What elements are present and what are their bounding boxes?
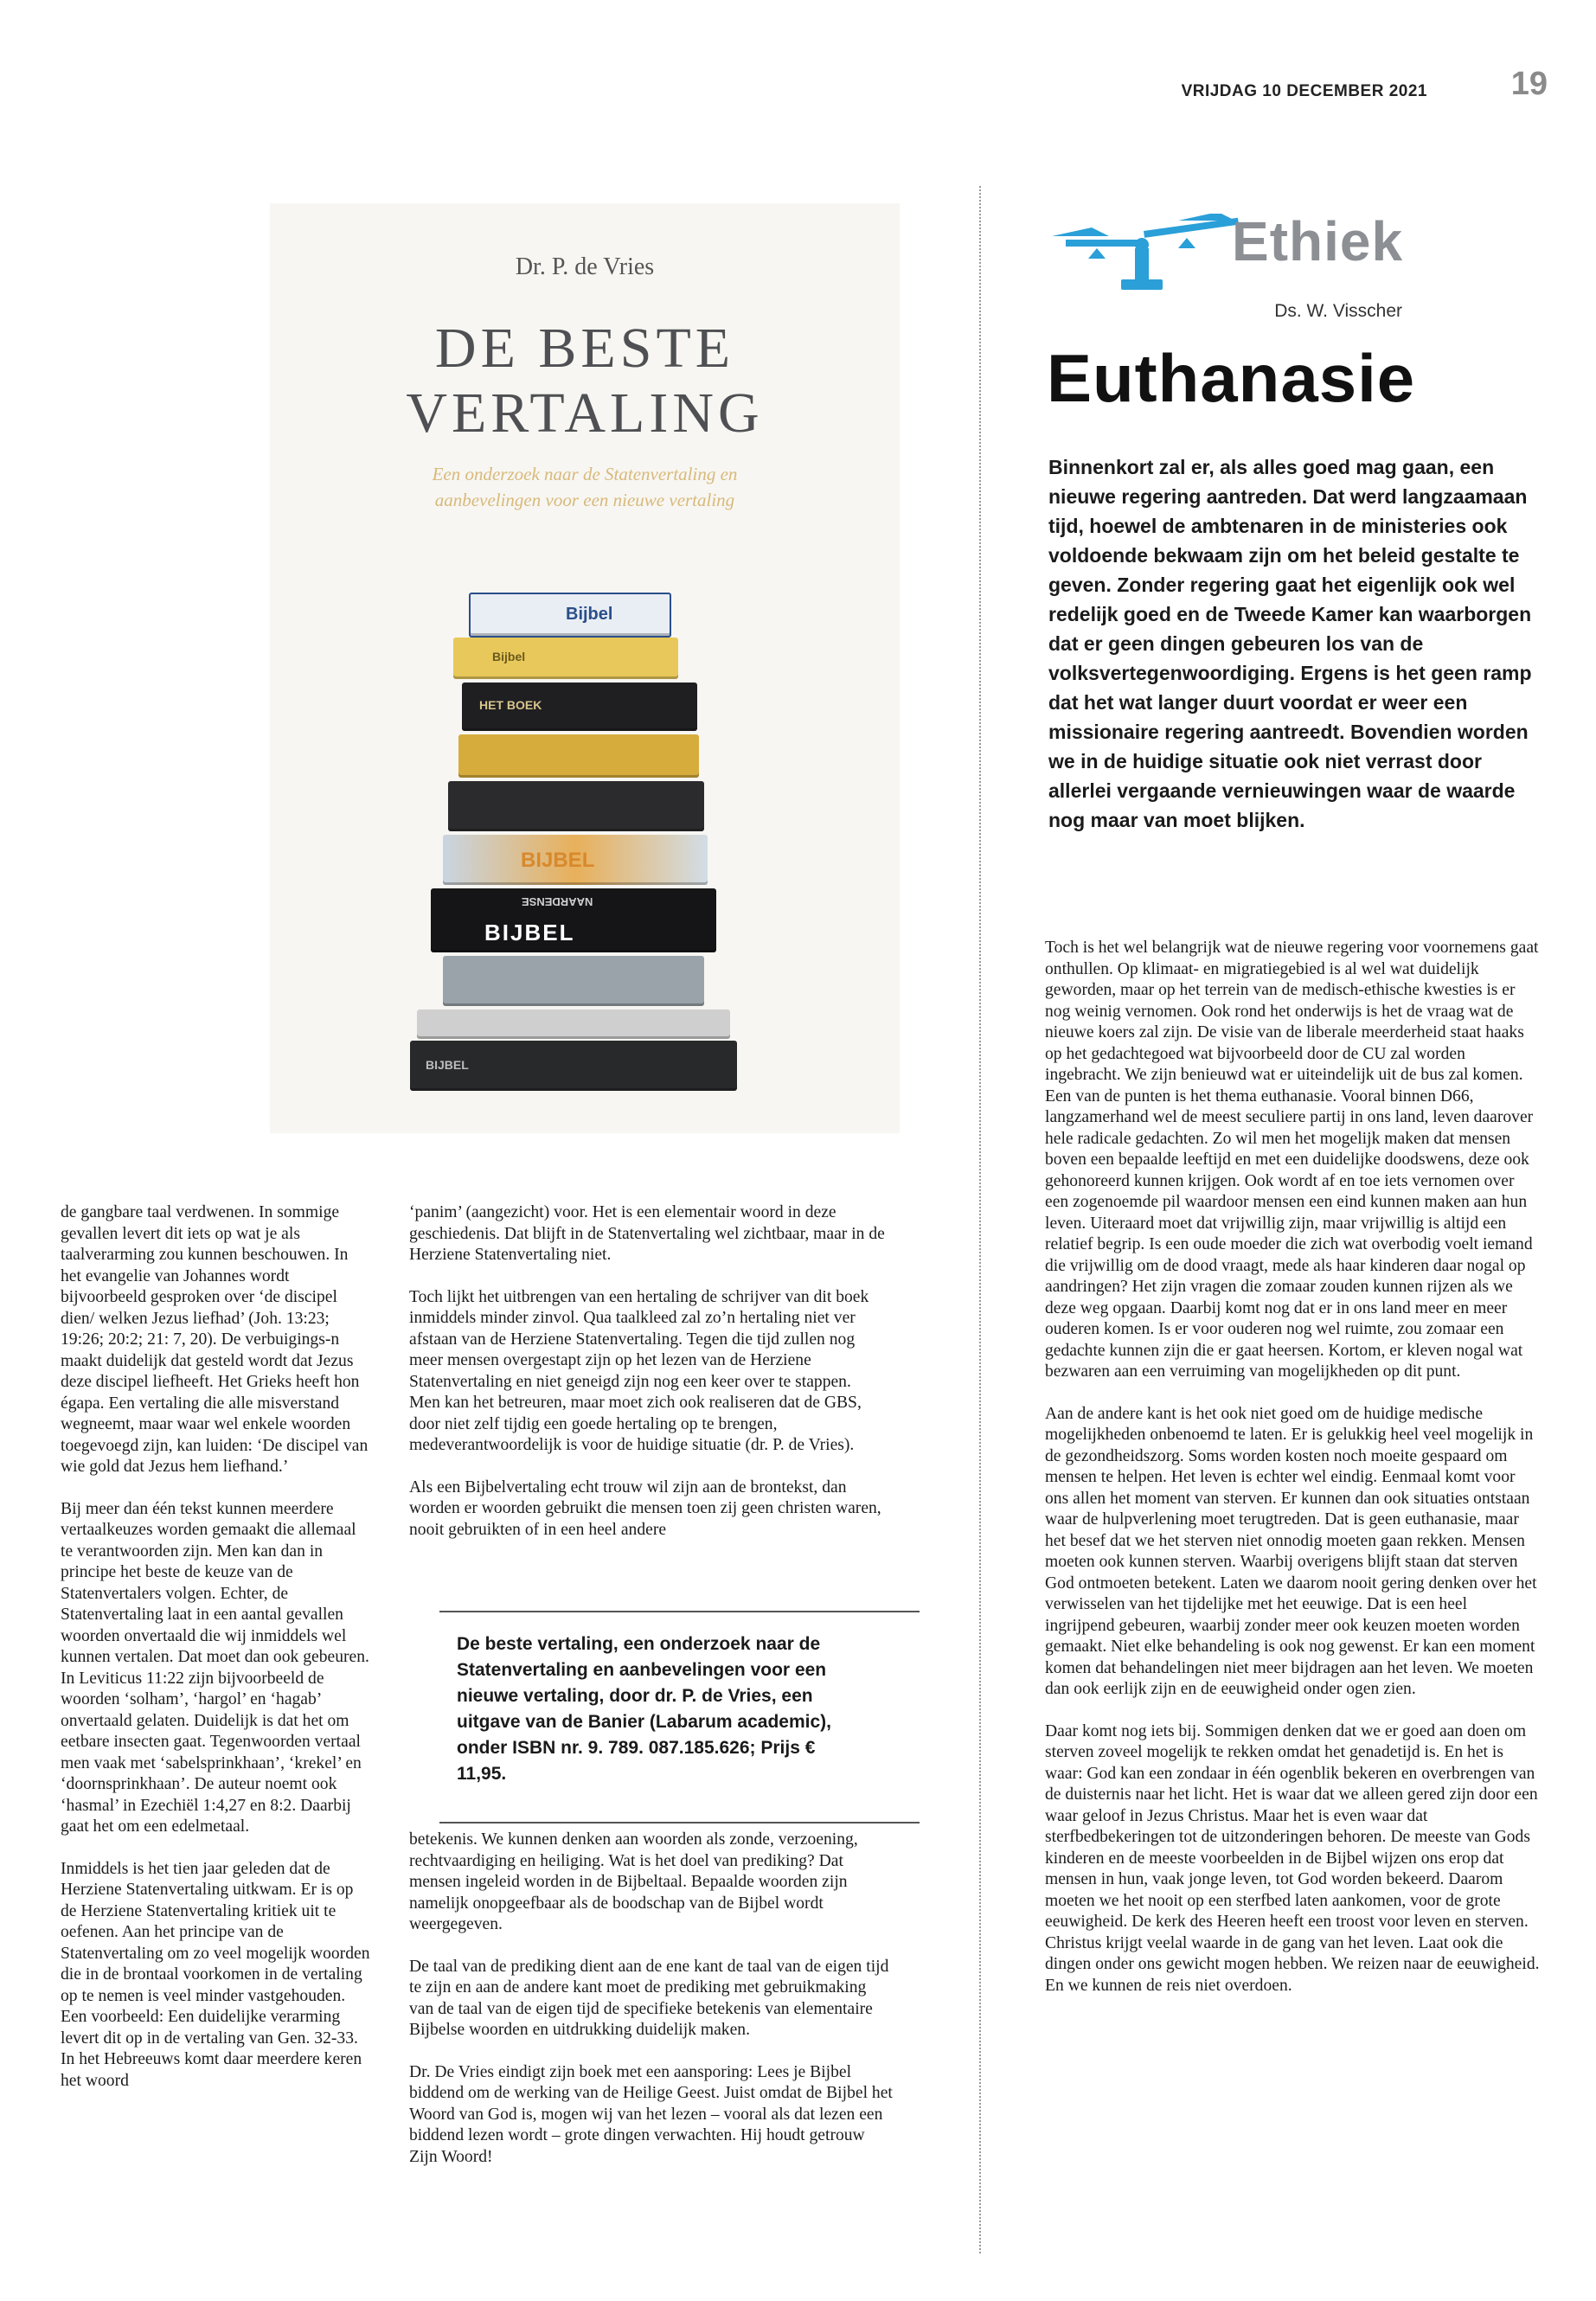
book-colorful: BIJBEL [443, 835, 708, 885]
book-large-black: BIJBEL [410, 1041, 737, 1091]
cover-subtitle-line2: aanbevelingen voor een nieuwe vertaling [434, 490, 735, 510]
column-divider [979, 186, 981, 2253]
review-paragraph: Toch lijkt het uitbrengen van een hertaling de schrijver van dit boek inmiddels minder zinvol. Qua taalkleed zal zo’n hertaling niet ver afstaan van de Herziene Statenvertaling. Tegen die tijd zullen nog meer mensen overgestapt zijn op het lezen van de Herziene Statenvertaling en niet geneigd zijn nog een keer over te stappen. Men kan het betreuren, maar moet zich ook realiseren dat de GBS, door niet zelf tijdig een goede hertaling op te brengen, medeverantwoordelijk is voor de huidige situatie (dr. P. de Vries). [409, 1287, 869, 1454]
article-paragraph: Toch is het wel belangrijk wat de nieuwe regering voor voornemens gaat onthullen. Op klimaat- en migratiegebied is al wel wat duidelijk geworden, maar op het terrein van de medisch-ethische kwesties is er nog weinig vernomen. Ook rond het onderwijs is het de vraag wat de nieuwe koers zal zijn. De visie van de liberale meerderheid staat haaks op het gedachtegoed wat bijvoorbeeld door de CU zal worden ingebracht. We zijn benieuwd wat er uiteindelijk uit de bus zal komen. Een van de punten is het thema euthanasie. Vooral binnen D66, langzamerhand wel de meest seculiere partij in ons land, leven daarover hele radicale gedachten. Zo wil men het mogelijk maken dat mensen boven een bepaalde leeftijd en met een duidelijke doodswens, deze ook gehonoreerd kunnen krijgen. Ook wordt af en toe iets vernomen over een zogenoemde pil waardoor mensen een eind kunnen maken aan hun leven. Uiteraard moet dat vrijwillig zijn, maar vrijwillig is altijd een relatief begrip. Is een oude moeder die zich wat overbodig voelt iemand die vrijwillig om de dood vraagt, mede als haar kinderen daar nogal op aandringen? Het zijn vragen die zomaar zouden kunnen rijzen als we deze weg opgaan. Daarbij komt nog dat er in ons land meer en meer ouderen komen. Is er voor ouderen nog wel ruimte, zou zomaar een gedachte kunnen zijn die er gaat heersen. Kortom, er kleven nogal wat bezwaren aan een verruiming van mogelijkheden op dit punt. [1045, 939, 1539, 1381]
article-paragraph: Daar komt nog iets bij. Sommigen denken dat we er goed aan doen om sterven zoveel mogelijk te rekken omdat het genadetijd is. En het is waar: God kan een zondaar in één ogenblik bekeren en overbrengen van de duisternis naar het licht. Het is waar dat we alleen gered zijn door een waar geloof in Jezus Christus. Maar het is even waar dat sterfbedbekeringen tot de uitzonderingen behoren. De meeste van Gods kinderen en de meeste voorbeelden in de Bijbel wijzen ons erop dat mensen in hun, vaak jonge leven, tot God worden bekeerd. Daarom moeten we het nooit op een sterfbed laten aankomen, voor de grote eeuwigheid. De kerk des Heeren heeft een troost voor leven en sterven. Christus krijgt veelal waarde in de gang van het leven. Laat ook die dingen onder ons gewicht mogen hebben. We reizen naar de eeuwigheid. En we kunnen de reis niet overdoen. [1045, 1721, 1540, 1995]
article-lead: Binnenkort zal er, als alles goed mag gaan, een nieuwe regering aantreden. Dat werd langzaamaan tijd, hoewel de ambtenaren in de ministeries ook voldoende bekwaam zijn om het beleid gestalte te geven. Zonder regering gaat het eigenlijk ook wel redelijk goed en de Tweede Kamer kan waarborgen dat er geen dingen gebeuren los van de volksvertegenwoordiging. Ergens is het geen ramp dat het wat langer duurt voordat er weer een missionaire regering aantreedt. Bovendien worden we in de huidige situatie ook niet verrast door allerlei vergaande vernieuwingen waar de waarde nog maar van moet blijken. [1048, 456, 1532, 831]
cover-title-line2: VERTALING [406, 381, 764, 445]
section-title: Ethiek [1232, 210, 1404, 272]
page-number: 19 [1510, 66, 1548, 102]
book-gold [458, 734, 699, 778]
cover-author: Dr. P. de Vries [515, 253, 655, 280]
review-paragraph: Dr. De Vries eindigt zijn boek met een aansporing: Lees je Bijbel biddend om de werking van de Heilige Geest. Juist omdat de Bijbel het Woord van God is, mogen wij van het lezen – vooral als dat lezen een biddend lezen wordt – grote dingen verwachten. Hij houdt getrouw Zijn Woord! [409, 2062, 893, 2166]
book-cover-image [270, 203, 900, 1133]
article-author: Ds. W. Visscher [1274, 301, 1402, 321]
review-column-middle-bottom [409, 1830, 894, 2189]
book-naardense: NAARDENSE BIJBEL [431, 888, 716, 952]
book-yellow: Bijbel [453, 638, 678, 679]
review-paragraph: Inmiddels is het tien jaar geleden dat de Herziene Statenvertaling uitkwam. Er is op de Herziene Statenvertaling kritiek uit te oefenen. Aan het principe van de Statenvertaling om zo veel mogelijk woorden die in de brontaal voorkomen in de vertaling op te nemen is veel minder vastgehouden. Een voorbeeld: Een duidelijke verarming levert dit op in de vertaling van Gen. 32-33. In het Hebreeuws komt daar meerdere keren het woord [61, 1859, 370, 2090]
book-info-text: De beste vertaling, een onderzoek naar de Statenvertaling en aanbevelingen voor een nieuwe vertaling, door dr. P. de Vries, een uitgave van de Banier (Labarum academic), onder ISBN nr. 9. 789. 087.185.626; Prijs € 11,95. [457, 1634, 831, 1784]
review-paragraph: ‘panim’ (aangezicht) voor. Het is een elementair woord in deze geschiedenis. Dat blijft in de Statenvertaling wel zichtbaar, maar in de Herziene Statenvertaling niet. [409, 1203, 885, 1264]
page-date: VRIJDAG 10 DECEMBER 2021 [1181, 82, 1427, 100]
review-paragraph: de gangbare taal verdwenen. In sommige gevallen levert dit iets op wat je als taalverarming zou kunnen beschouwen. In het evangelie van Johannes wordt bijvoorbeeld gesproken over ‘de discipel dien/ welken Jezus liefhad’ (Joh. 13:23; 19:26; 20:2; 21: 7, 20). De verbuigings-n maakt duidelijk dat gesteld wordt dat Jezus deze discipel liefheeft. Het Grieks heeft hon égapa. Een vertaling die alle misverstand wegneemt, maar waar wel enkele woorden toegevoegd zijn, kan luiden: ‘De discipel van wie gold dat Jezus hem liefhand.’ [61, 1203, 369, 1476]
article-headline: Euthanasie [1047, 340, 1416, 416]
book-black-het-boek: HET BOEK [462, 683, 697, 731]
review-column-left [61, 1202, 372, 2112]
review-paragraph: Als een Bijbelvertaling echt trouw wil zijn aan de brontekst, dan worden er woorden gebruikt die mensen toen zij geen christen waren, nooit gebruikten of in een heel andere [409, 1477, 881, 1539]
review-paragraph: De taal van de prediking dient aan de ene kant de taal van de eigen tijd te zijn en aan de andere kant moet de prediking met gebruikmaking van de taal van de eigen tijd de specifieke betekenis van elementaire Bijbelse woorden en uitdrukking duidelijk maken. [409, 1957, 889, 2039]
cover-subtitle-line1: Een onderzoek naar de Statenvertaling en [432, 464, 738, 484]
cover-title-line1: DE BESTE [434, 317, 735, 380]
review-column-middle-top [409, 1202, 885, 1561]
review-paragraph: betekenis. We kunnen denken aan woorden als zonde, verzoening, rechtvaardiging en heiliging. Wat is het doel van prediking? Dat mensen ingeleid worden in de Bijbeltaal. Bepaalde woorden zijn namelijk onopgeefbaar als de boodschap van de Bijbel wordt weergegeven. [409, 1830, 858, 1933]
scales-icon [1048, 214, 1239, 292]
book-dark-grey [448, 781, 704, 831]
cover-subtitle [270, 461, 900, 513]
book-blue: Bijbel [469, 593, 671, 638]
book-light-edge [417, 1009, 730, 1039]
article-paragraph: Aan de andere kant is het ook niet goed om de huidige medische mogelijkheden onbenoemd te laten. Er is gelukkig heel veel mogelijk in de gezondheidszorg. Soms worden kosten noch moeite gespaard om mensen te helpen. Het leven is echter wel eindig. Eenmaal komt voor ons allen het moment van sterven. Er kunnen dan ook situaties ontstaan waar de hulpverlening moet terugtreden. Dat is geen euthanasie, maar het besef dat we het sterven niet onnodig moeten gaan rekken. Mensen moeten ook kunnen sterven. Waarbij overigens blijft staan dat sterven God ontmoeten betekent. Laten we daarom nooit gering denken over het verwisselen van het tijdelijke met het eeuwige. Dat is een heel ingrijpend gebeuren, waarbij zonder meer ook keuzen moeten worden gemaakt. Niet elke behandeling is ook nog gewenst. Er kan een moment komen dat behandelingen niet meer bijdragen aan het leven. We moeten dan ook eerlijk zijn en de eeuwigheid onder ogen zien. [1045, 1404, 1537, 1698]
review-paragraph: Bij meer dan één tekst kunnen meerdere vertaalkeuzes worden gemaakt die allemaal te verantwoorden zijn. Men kan dan in principe het beste de keuze van de Statenvertalers volgen. Echter, de Statenvertaling laat in een aantal gevallen woorden onvertaald die wij inmiddels wel kunnen vertalen. Dat moet dan ook gebeuren. In Leviticus 11:22 zijn bijvoorbeeld de woorden ‘solham’, ‘hargol’ en ‘hagab’ onvertaald gelaten. Duidelijk is dat het om eetbare insecten gaat. Tegenwoorden vertaal men vaak met ‘sabelsprinkhaan’, ‘krekel’ en ‘doornsprinkhaan’. De auteur noemt ook ‘hasmal’ in Ezechiël 1:4,27 en 8:2. Daarbij gaat het om een edelmetaal. [61, 1499, 369, 1836]
article-body [1045, 938, 1540, 2017]
book-grey [443, 956, 704, 1006]
book-info-box [439, 1611, 920, 1823]
